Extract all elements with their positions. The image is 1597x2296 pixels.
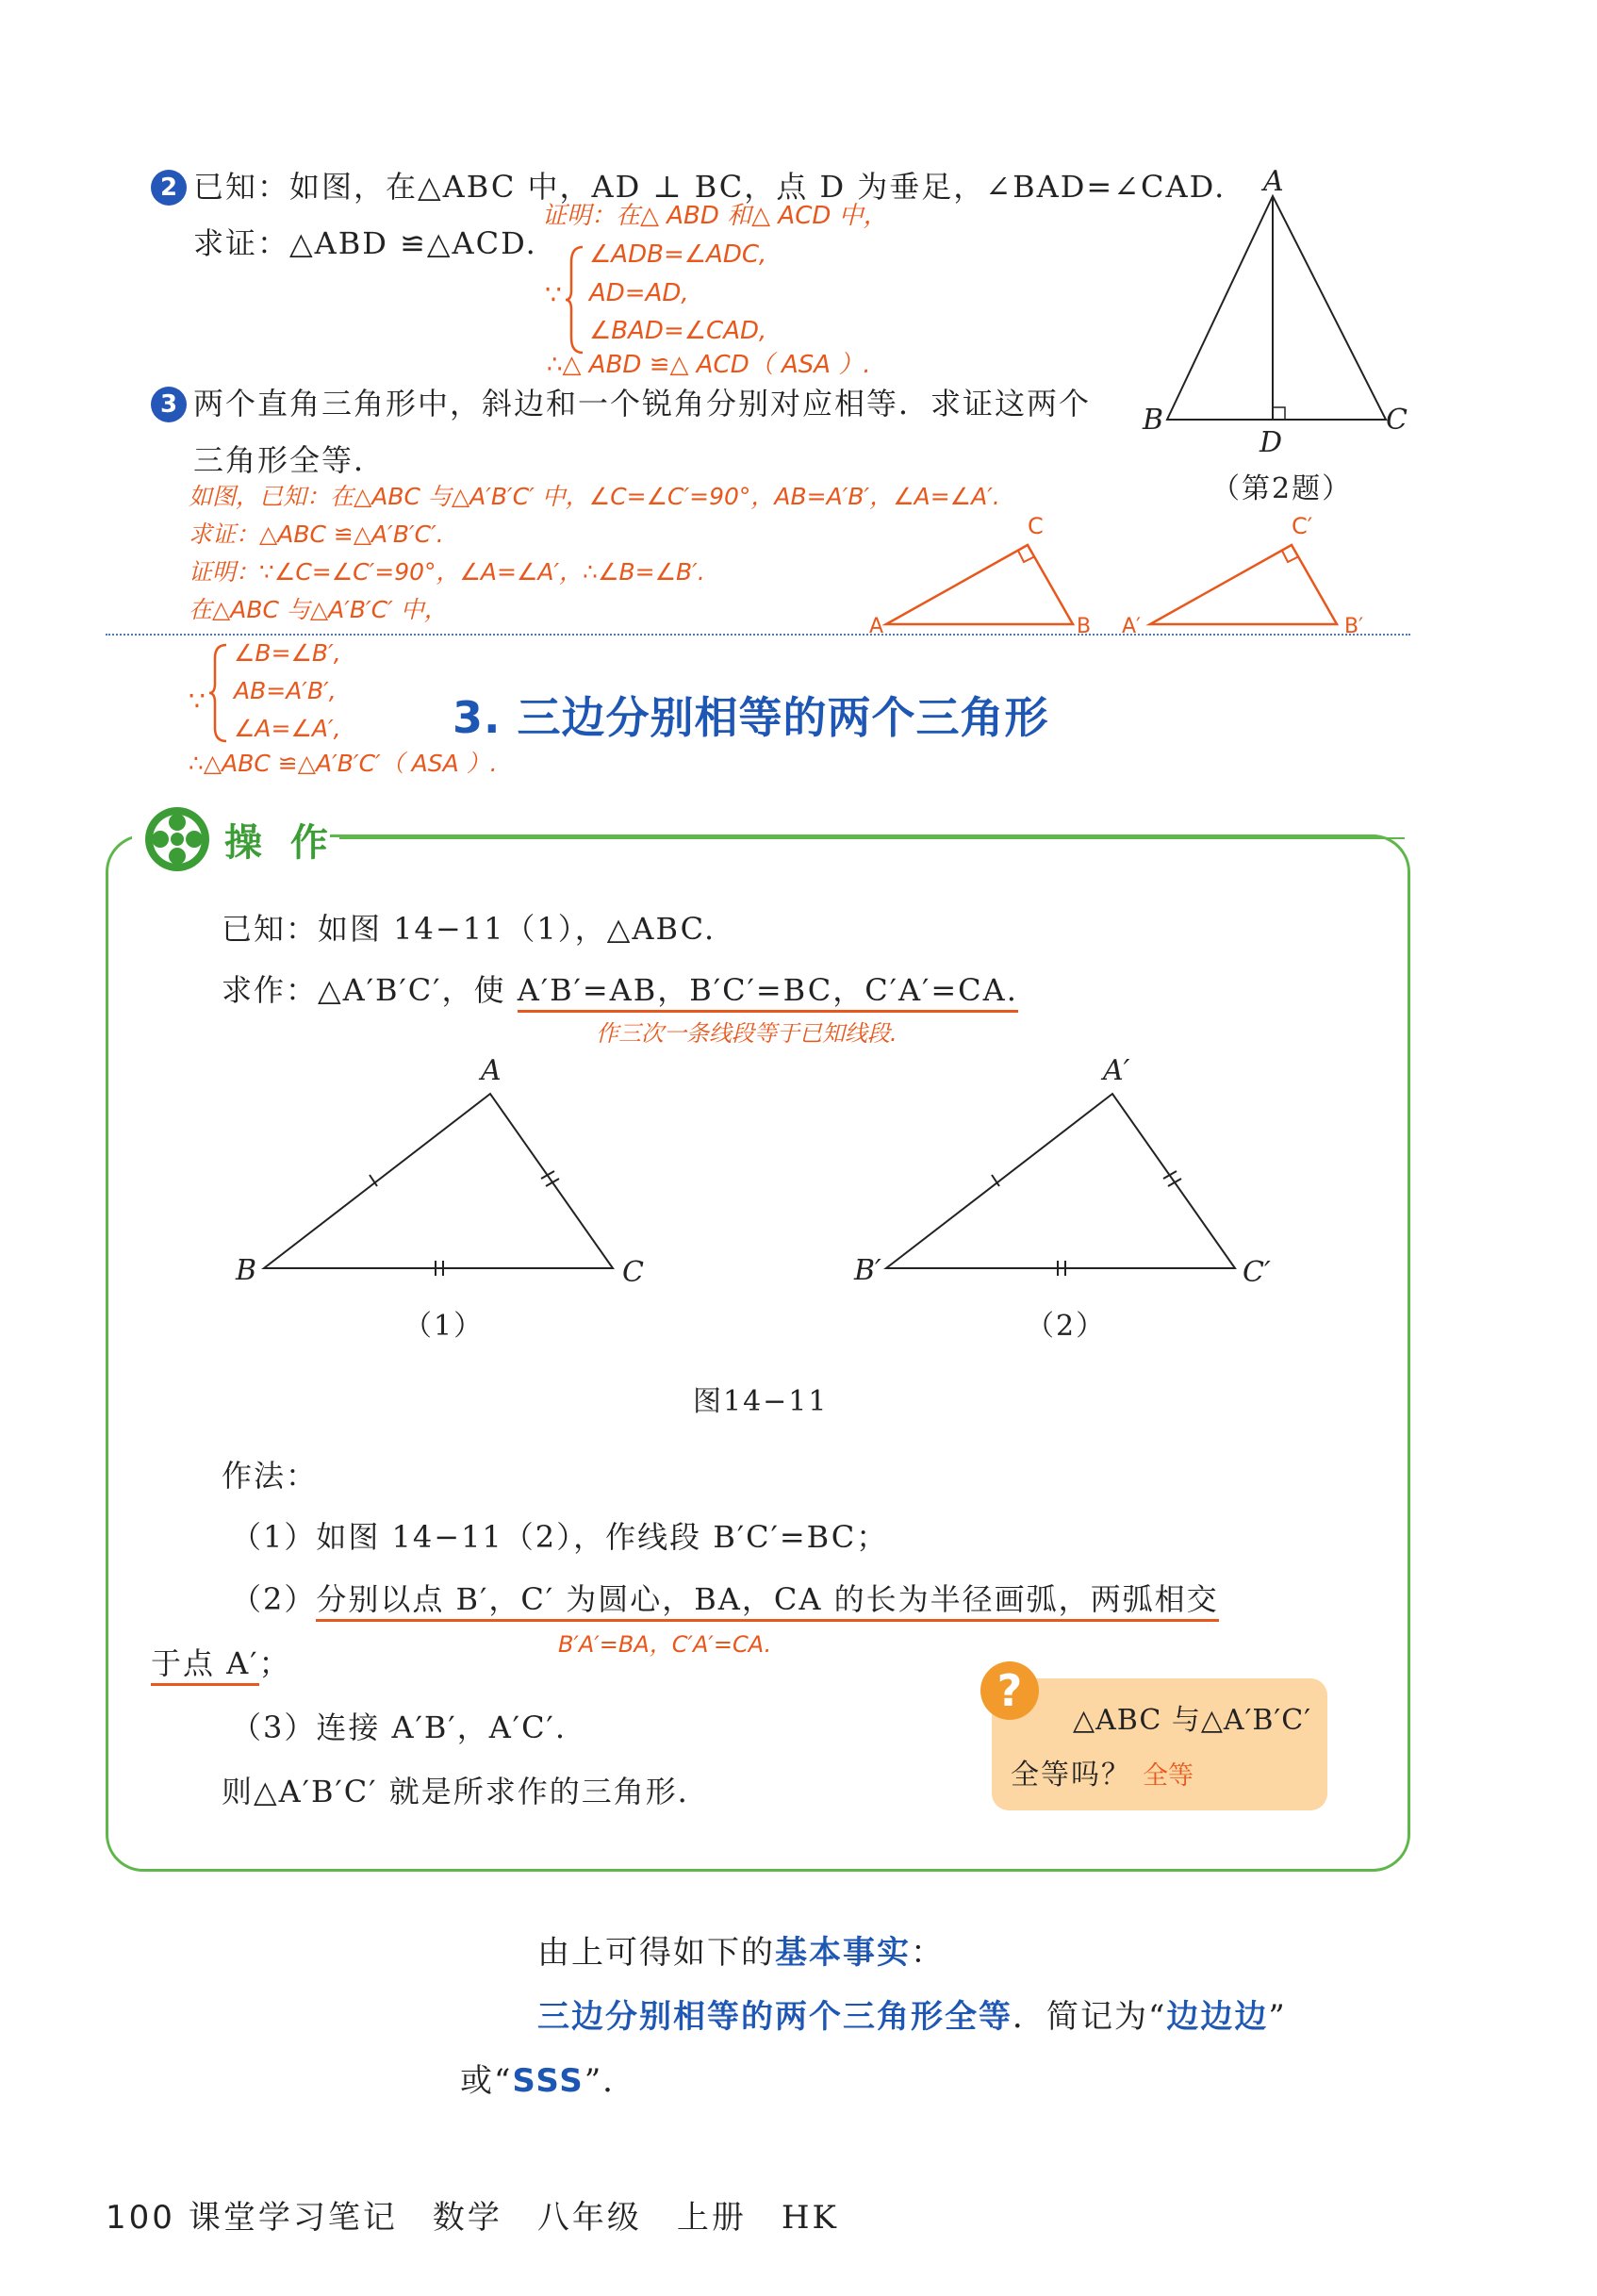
fact-statement-mid: ．简记为“ — [1013, 1998, 1167, 2036]
method-heading: 作法： — [222, 1458, 319, 1494]
fact-statement-end: ” — [1268, 1998, 1287, 2036]
fig3-label-a-prime: A′ — [1122, 615, 1142, 638]
operation-construct — [222, 971, 1018, 1009]
fig14-11-1-label-c: C — [622, 1256, 644, 1289]
problem-2-known: 已知：如图，在△ABC 中，AD ⊥ BC，点 D 为垂足，∠BAD=∠CAD. — [193, 169, 1227, 205]
fig14-11-1-caption: （1） — [403, 1310, 485, 1343]
problem-3-handwritten-1: 如图，已知：在△ABC 与△A′B′C′ 中，∠C=∠C′=90°，AB=A′B′，∠A=∠A′. — [189, 483, 1000, 510]
figure-title: 图14−11 — [693, 1385, 829, 1418]
operation-title: 操 作 — [224, 821, 336, 865]
construct-prefix: 求作：△A′B′C′，使 — [222, 972, 518, 1008]
problem-3-line-1: 两个直角三角形中，斜边和一个锐角分别对应相等．求证这两个 — [193, 386, 1092, 421]
method-conclusion: 则△A′B′C′ 就是所求作的三角形． — [222, 1774, 710, 1809]
question-line-2: 全等吗？ — [1011, 1759, 1131, 1792]
problem-3-line-2: 三角形全等． — [193, 442, 387, 478]
fact-intro — [537, 1933, 945, 1974]
fig2-label-c: C — [1386, 404, 1408, 437]
fig3-label-b-prime: B′ — [1344, 615, 1364, 638]
question-line-1: △ABC 与△A′B′C′ — [1073, 1704, 1311, 1737]
fig14-11-1-label-a: A — [481, 1054, 502, 1087]
problem-3-handwritten-5: ∠B=∠B′, — [234, 639, 341, 667]
method-step-3: （3）连接 A′B′，A′C′. — [231, 1710, 567, 1745]
problem-2-handwritten-proof-2: ∠ADB=∠ADC, — [589, 240, 767, 269]
fig3-label-a: A — [869, 615, 884, 638]
problem-3-handwritten-6: AB=A′B′, — [234, 677, 337, 704]
step-2-point: 于点 A′ — [151, 1645, 259, 1686]
problem-3-handwritten-4: 在△ABC 与△A′B′C′ 中， — [189, 596, 448, 623]
figure-14-11 — [226, 1075, 1358, 1301]
footer — [106, 2191, 839, 2238]
problem-2-prove: 求证：△ABD ≌△ACD. — [193, 225, 537, 261]
fact-or — [460, 2061, 636, 2102]
problem-2-handwritten-proof-1: 证明：在△ ABD 和△ ACD 中， — [542, 202, 888, 230]
fig3-label-c-prime: C′ — [1292, 513, 1313, 539]
fact-statement — [537, 1997, 1287, 2038]
fact-statement-emph: 三边分别相等的两个三角形全等 — [537, 1998, 1013, 2036]
question-icon: ? — [980, 1661, 1039, 1720]
problem-2-handwritten-proof-5: ∴△ ABD ≌△ ACD（ ASA ）. — [547, 351, 871, 379]
section-divider — [106, 634, 1410, 636]
problem-3-figure — [867, 519, 1358, 641]
operation-header-line — [339, 837, 1405, 839]
fig2-caption: （第2题） — [1211, 472, 1353, 505]
fig3-label-b: B — [1077, 615, 1092, 638]
gear-icon — [141, 803, 213, 875]
section-title: 3. 三边分别相等的两个三角形 — [453, 692, 1049, 743]
step-2-underlined: 分别以点 B′，C′ 为圆心，BA，CA 的长为半径画弧，两弧相交 — [316, 1581, 1218, 1622]
fig2-label-d: D — [1259, 426, 1283, 459]
problem-2-handwritten-because: ∵ — [545, 279, 562, 310]
problem-2-handwritten-proof-4: ∠BAD=∠CAD, — [589, 317, 767, 345]
fact-short-1: 边边边 — [1166, 1998, 1269, 2036]
problem-2-handwritten-proof-3: AD=AD, — [589, 279, 689, 307]
problem-2-brace — [564, 243, 586, 356]
fact-intro-emph: 基本事实 — [775, 1934, 911, 1972]
fig14-11-2-caption: （2） — [1026, 1310, 1107, 1343]
step-2-handwritten-note: B′A′=BA，C′A′=CA. — [558, 1631, 772, 1658]
page-number: 100 — [106, 2199, 175, 2237]
fact-or-suffix: ”． — [584, 2062, 637, 2100]
method-step-1: （1）如图 14−11（2），作线段 B′C′=BC； — [231, 1519, 889, 1555]
problem-3-handwritten-because: ∵ — [189, 685, 206, 717]
step-2-prefix: （2） — [231, 1581, 317, 1617]
fact-intro-prefix: 由上可得如下的 — [537, 1934, 775, 1972]
fig14-11-1-label-b: B — [236, 1254, 257, 1287]
problem-3-handwritten-7: ∠A=∠A′, — [234, 715, 341, 742]
problem-3-badge: 3 — [151, 387, 187, 422]
problem-2-badge: 2 — [151, 170, 187, 206]
operation-known: 已知：如图 14−11（1），△ABC. — [222, 911, 716, 947]
problem-3-handwritten-8: ∴△ABC ≌△A′B′C′（ ASA ）. — [189, 750, 498, 777]
fact-intro-suffix: ： — [911, 1934, 945, 1972]
fig2-label-a: A — [1263, 165, 1284, 198]
problem-3-brace — [207, 641, 230, 745]
fig2-label-b: B — [1143, 404, 1164, 437]
fig14-11-2-label-c: C′ — [1243, 1256, 1271, 1289]
footer-text: 课堂学习笔记 数学 八年级 上册 HK — [188, 2199, 839, 2237]
fig3-label-c: C — [1028, 513, 1044, 539]
problem-3-handwritten-2: 求证：△ABC ≌△A′B′C′. — [189, 520, 444, 548]
method-step-2-cont — [151, 1644, 291, 1682]
problem-3-handwritten-3: 证明：∵∠C=∠C′=90°，∠A=∠A′，∴∠B=∠B′. — [189, 558, 705, 586]
step-2-end: ； — [258, 1645, 291, 1681]
construct-target: A′B′=AB，B′C′=BC，C′A′=CA. — [518, 972, 1018, 1013]
fact-or-prefix: 或“ — [460, 2062, 513, 2100]
operation-handwritten-note: 作三次一条线段等于已知线段. — [596, 1020, 897, 1047]
fact-short-2: SSS — [512, 2062, 584, 2100]
method-step-2 — [231, 1580, 1219, 1618]
question-handwritten-answer: 全等 — [1143, 1761, 1194, 1791]
fig14-11-2-label-b: B′ — [854, 1254, 881, 1287]
fig14-11-2-label-a: A′ — [1103, 1054, 1130, 1087]
